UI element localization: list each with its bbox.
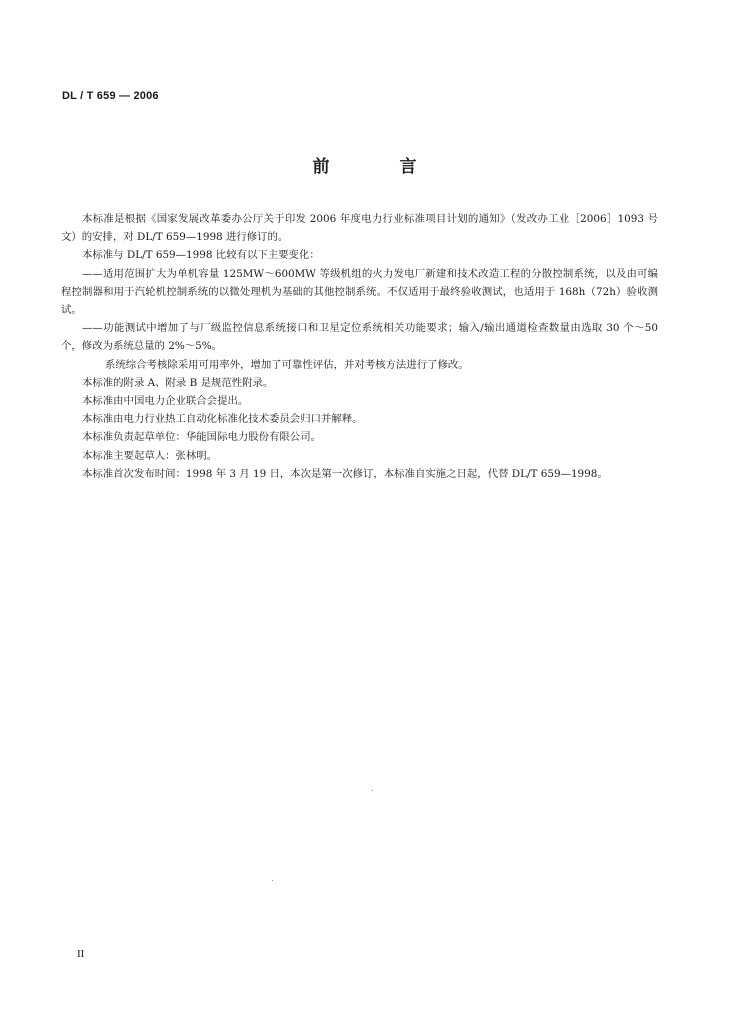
- standard-code: DL / T 659 — 2006: [62, 90, 159, 102]
- page-number: II: [77, 948, 85, 960]
- paragraph-changes-intro: 本标准与 DL/T 659—1998 比较有以下主要变化：: [82, 249, 320, 262]
- paragraph-proposer: 本标准由中国电力企业联合会提出。: [82, 395, 249, 408]
- page-title: 前 言: [312, 157, 449, 177]
- paragraph-administrator: 本标准由电力行业热工自动化标准化技术委员会归口并解释。: [82, 413, 363, 426]
- paragraph-change-scope: ——适用范围扩大为单机容量 125MW～600MW 等级机组的火力发电厂新建和技术改造工程的分散控制系统，以及由可编程控制器和用于汽轮机控制系统的以微处理机为基础的其他控制系统。不仅适用于最终验收测试，也适用于 168h（72h）验收测试。: [61, 267, 658, 317]
- paragraph-basis: 本标准是根据《国家发展改革委办公厅关于印发 2006 年度电力行业标准项目计划的通知》（发改办工业［2006］1093 号文）的安排，对 DL/T 659—1998 进行修订的。: [61, 213, 658, 244]
- paragraph-change-function-test: ——功能测试中增加了与厂级监控信息系统接口和卫星定位系统相关功能要求；输入/输出通道检查数量由选取 30 个～50 个，修改为系统总量的 2%～5%。: [61, 322, 658, 353]
- paragraph-change-assessment: 系统综合考核除采用可用率外，增加了可靠性评估，并对考核方法进行了修改。: [105, 358, 469, 371]
- paragraph-appendix: 本标准的附录 A、附录 B 是规范性附录。: [82, 376, 274, 389]
- paragraph-publication-history: 本标准首次发布时间：1998 年 3 月 19 日，本次是第一次修订，本标准自实施之日起，代替 DL/T 659—1998。: [82, 467, 608, 480]
- foreword-body: [61, 210, 658, 483]
- scan-speck: [372, 790, 373, 791]
- paragraph-drafters: 本标准主要起草人：张林明。: [82, 449, 218, 462]
- scan-speck: [272, 880, 273, 881]
- paragraph-drafting-unit: 本标准负责起草单位：华能国际电力股份有限公司。: [82, 431, 321, 444]
